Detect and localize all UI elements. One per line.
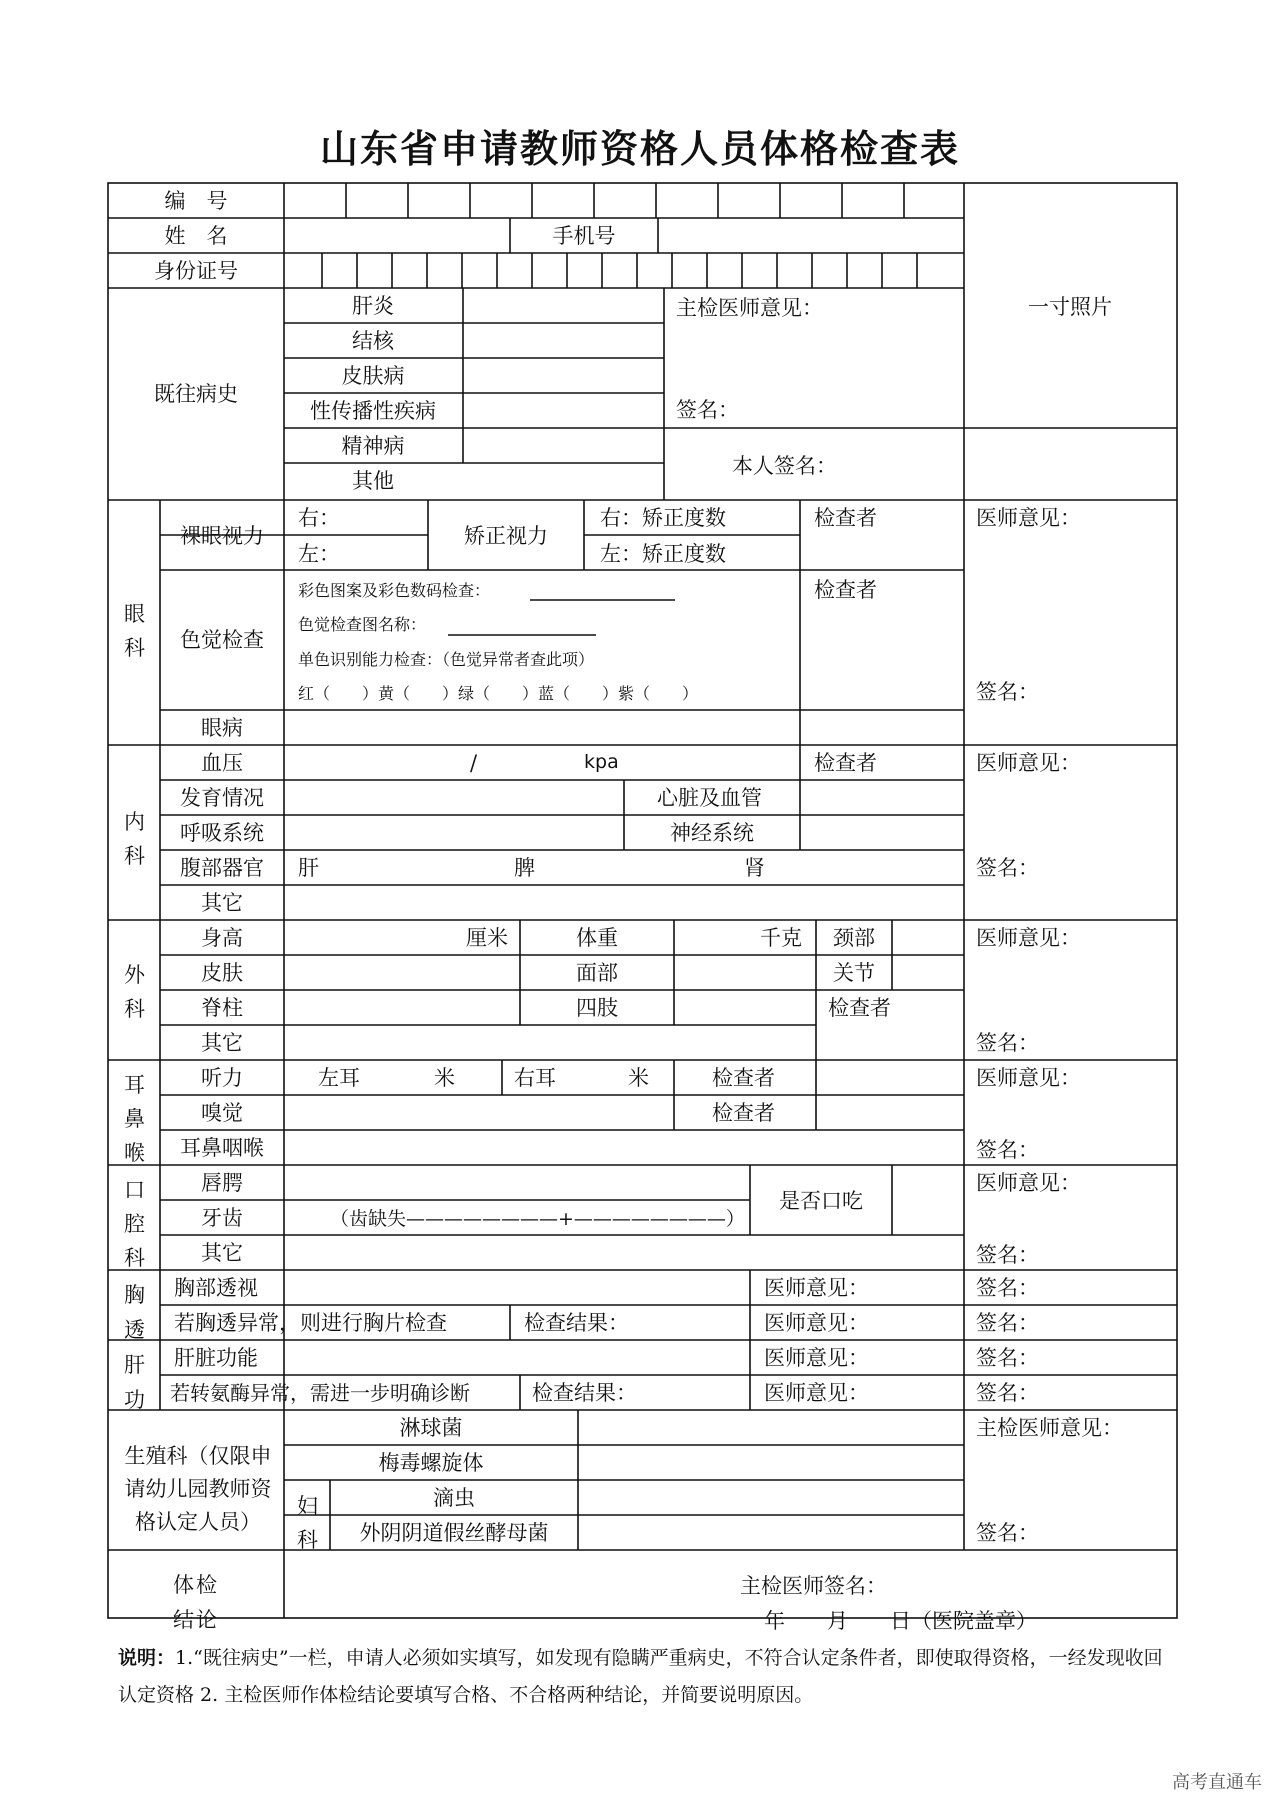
- right-power-label: 右：矫正度数: [600, 506, 726, 530]
- repro-sign: 签名：: [976, 1521, 1039, 1545]
- kidney-label: 肾: [744, 856, 765, 880]
- weight-unit: 千克: [760, 926, 802, 950]
- spleen-label: 脾: [514, 856, 535, 880]
- color-line-4: 红（ ）黄（ ）绿（ ）蓝（ ）紫（ ）: [298, 684, 699, 703]
- height-unit: 厘米: [466, 926, 508, 950]
- surgery-sign: 签名：: [976, 1031, 1039, 1055]
- internal-examiner-label: 检查者: [814, 751, 877, 775]
- right-ear-label: 右耳: [514, 1066, 556, 1090]
- history-item: 皮肤病: [341, 364, 405, 388]
- liver-function-label: 肝脏功能: [174, 1346, 258, 1370]
- left-eye-label: 左：: [298, 542, 340, 566]
- candida-label: 外阴阴道假丝酵母菌: [359, 1521, 549, 1545]
- eye-section-label: 眼科: [124, 602, 145, 660]
- repro-chief-opinion: 主检医师意见：: [976, 1416, 1123, 1440]
- liver-result-label: 检查结果：: [532, 1381, 637, 1405]
- eye-sign: 签名：: [976, 680, 1039, 704]
- ent-sign: 签名：: [976, 1138, 1039, 1162]
- color-vision-label: 色觉检查: [180, 628, 264, 652]
- development-label: 发育情况: [180, 786, 264, 810]
- internal-other-label: 其它: [201, 891, 243, 915]
- joint-label: 关节: [833, 961, 875, 985]
- serial-label: 编 号: [164, 189, 228, 213]
- chief-doctor-sign: 主检医师签名：: [740, 1574, 887, 1598]
- weight-label: 体重: [576, 926, 618, 950]
- note-prefix: 说明：: [118, 1647, 176, 1669]
- date-seal: 年 月 日（医院盖章）: [764, 1609, 1037, 1633]
- skin-label: 皮肤: [201, 961, 243, 985]
- eye-examiner-label: 检查者: [814, 506, 877, 530]
- right-eye-label: 右：: [298, 506, 340, 530]
- bp-unit: kpa: [584, 751, 619, 773]
- left-ear-label: 左耳: [318, 1066, 360, 1090]
- alt-label: 若转氨酶异常，需进一步明确诊断: [170, 1381, 470, 1405]
- bp-slash: /: [470, 751, 478, 775]
- liver-function-opinion: 医师意见：: [764, 1346, 869, 1370]
- bp-label: 血压: [201, 751, 243, 775]
- abdomen-label: 腹部器官: [180, 856, 264, 880]
- name-field[interactable]: [284, 218, 510, 253]
- history-item: 其他: [352, 469, 394, 493]
- chest-film-label: 若胸透异常，则进行胸片检查: [174, 1311, 447, 1335]
- phone-label: 手机号: [552, 224, 616, 248]
- eye-disease-label: 眼病: [201, 716, 243, 740]
- alt-sign: 签名：: [976, 1381, 1039, 1405]
- liver-function-sign: 签名：: [976, 1346, 1039, 1370]
- heart-label: 心脏及血管: [657, 786, 762, 810]
- chest-result-label: 检查结果：: [524, 1311, 629, 1335]
- name-label: 姓 名: [164, 224, 228, 248]
- gonorrhea-label: 淋球菌: [399, 1416, 463, 1440]
- history-item: 性传播性疾病: [310, 399, 436, 423]
- left-power-label: 左：矫正度数: [600, 542, 726, 566]
- spine-label: 脊柱: [201, 996, 243, 1020]
- face-label: 面部: [576, 961, 618, 985]
- color-line-3: 单色识别能力检查：（色觉异常者查此项）: [298, 650, 595, 669]
- gyn-label: 妇科: [297, 1494, 318, 1552]
- right-ear-unit: 米: [628, 1066, 649, 1090]
- left-ear-unit: 米: [434, 1066, 455, 1090]
- oral-section-label: 口腔科: [124, 1178, 145, 1270]
- history-item: 结核: [352, 329, 394, 353]
- id-number-field[interactable]: [284, 253, 964, 288]
- id-number-label: 身份证号: [154, 259, 238, 283]
- watermark-footer: 高考直通车: [1172, 1772, 1262, 1793]
- corrected-vision-label: 矫正视力: [464, 524, 548, 548]
- liver-section-label: 肝功: [124, 1353, 145, 1412]
- repro-section-label: 生殖科（仅限申请幼儿园教师资格认定人员）: [124, 1444, 272, 1534]
- throat-label: 耳鼻咽喉: [180, 1136, 264, 1160]
- photo-placeholder: 一寸照片: [1028, 295, 1112, 319]
- surgery-examiner-label: 检查者: [828, 996, 891, 1020]
- internal-sign: 签名：: [976, 856, 1039, 880]
- oral-doctor-opinion: 医师意见：: [976, 1171, 1081, 1195]
- chest-xray-opinion: 医师意见：: [764, 1276, 869, 1300]
- history-section-label: 既往病史: [154, 382, 238, 406]
- self-sign-label: 本人签名：: [732, 454, 837, 478]
- hearing-label: 听力: [201, 1066, 243, 1090]
- oral-sign: 签名：: [976, 1243, 1039, 1267]
- chest-xray-label: 胸部透视: [174, 1276, 258, 1300]
- surgery-section-label: 外科: [124, 963, 145, 1021]
- history-sign: 签名：: [676, 398, 739, 422]
- chest-section-label: 胸透: [124, 1283, 145, 1342]
- neck-label: 颈部: [833, 926, 875, 950]
- oral-other-label: 其它: [201, 1241, 243, 1265]
- height-label: 身高: [201, 926, 243, 950]
- teeth-label: 牙齿: [201, 1206, 243, 1230]
- ent-section-label: 耳鼻喉: [124, 1073, 145, 1165]
- color-line-1: 彩色图案及彩色数码检查：: [298, 581, 491, 600]
- eye-doctor-opinion: 医师意见：: [976, 506, 1081, 530]
- chest-film-opinion: 医师意见：: [764, 1311, 869, 1335]
- trichomonas-label: 滴虫: [433, 1486, 475, 1510]
- serial-number-field[interactable]: [284, 183, 964, 218]
- lips-label: 唇腭: [201, 1171, 243, 1195]
- hearing-examiner-label: 检查者: [712, 1066, 775, 1090]
- liver-label: 肝: [298, 856, 319, 880]
- internal-section-label: 内科: [124, 810, 145, 868]
- internal-doctor-opinion: 医师意见：: [976, 751, 1081, 775]
- conclusion-label: 体检结论: [173, 1573, 219, 1632]
- naked-vision-label: 裸眼视力: [180, 524, 264, 548]
- stutter-label: 是否口吃: [779, 1189, 863, 1213]
- smell-label: 嗅觉: [201, 1101, 243, 1125]
- teeth-note: （齿缺失————————+————————）: [330, 1208, 745, 1230]
- history-item: 精神病: [341, 434, 405, 458]
- history-item: 肝炎: [352, 294, 394, 318]
- note-text: 1.“既往病史”一栏，申请人必须如实填写，如发现有隐瞒严重病史，不符合认定条件者，即使取得资格，一经发现收回认定资格 2. 主检医师作体检结论要填写合格、不合格两种结论，并简要说明原因。: [118, 1647, 1163, 1706]
- alt-opinion: 医师意见：: [764, 1381, 869, 1405]
- history-chief-opinion: 主检医师意见：: [676, 296, 823, 320]
- color-examiner-label: 检查者: [814, 578, 877, 602]
- surgery-doctor-opinion: 医师意见：: [976, 926, 1081, 950]
- ent-doctor-opinion: 医师意见：: [976, 1066, 1081, 1090]
- surgery-other-label: 其它: [201, 1031, 243, 1055]
- chest-xray-sign: 签名：: [976, 1276, 1039, 1300]
- chest-film-sign: 签名：: [976, 1311, 1039, 1335]
- smell-examiner-label: 检查者: [712, 1101, 775, 1125]
- limbs-label: 四肢: [576, 996, 618, 1020]
- color-line-2: 色觉检查图名称：: [298, 615, 427, 634]
- note: [118, 1640, 1178, 1714]
- form-title: 山东省申请教师资格人员体格检查表: [319, 126, 960, 171]
- nervous-label: 神经系统: [670, 821, 754, 845]
- phone-field[interactable]: [658, 218, 964, 253]
- syphilis-label: 梅毒螺旋体: [378, 1451, 484, 1475]
- respiratory-label: 呼吸系统: [180, 821, 264, 845]
